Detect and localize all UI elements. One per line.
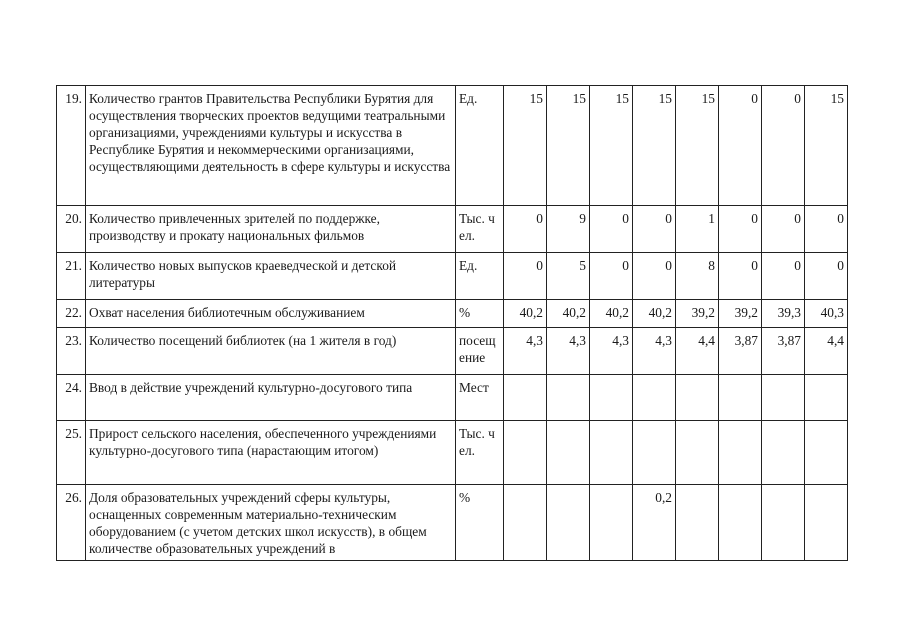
value-cell: 15 <box>633 86 676 206</box>
value-cell: 40,2 <box>633 300 676 328</box>
value-cell: 15 <box>504 86 547 206</box>
value-cell <box>805 485 848 561</box>
value-cell: 40,2 <box>504 300 547 328</box>
value-cell <box>676 375 719 421</box>
value-cell: 39,3 <box>762 300 805 328</box>
table-row <box>57 86 848 206</box>
unit-cell: посещение <box>456 328 504 375</box>
value-cell: 0 <box>590 206 633 253</box>
unit-cell: % <box>456 485 504 561</box>
indicator-name: Количество привлеченных зрителей по поддержке, производству и прокату национальных фильмов <box>86 206 456 253</box>
table-row <box>57 328 848 375</box>
indicator-name: Количество новых выпусков краеведческой и детской литературы <box>86 253 456 300</box>
table-row <box>57 375 848 421</box>
value-cell: 0 <box>719 86 762 206</box>
value-cell <box>547 485 590 561</box>
value-cell <box>504 375 547 421</box>
value-cell: 15 <box>676 86 719 206</box>
value-cell: 15 <box>590 86 633 206</box>
value-cell: 8 <box>676 253 719 300</box>
unit-cell: Тыс. чел. <box>456 206 504 253</box>
value-cell: 0,2 <box>633 485 676 561</box>
unit-cell: % <box>456 300 504 328</box>
value-cell: 0 <box>762 86 805 206</box>
indicator-name: Охват населения библиотечным обслуживанием <box>86 300 456 328</box>
value-cell: 40,2 <box>547 300 590 328</box>
table-row <box>57 485 848 561</box>
value-cell <box>719 421 762 485</box>
row-number: 25. <box>57 421 86 485</box>
value-cell: 4,3 <box>547 328 590 375</box>
value-cell: 39,2 <box>719 300 762 328</box>
value-cell: 0 <box>633 206 676 253</box>
indicator-name: Количество посещений библиотек (на 1 жителя в год) <box>86 328 456 375</box>
value-cell: 0 <box>762 253 805 300</box>
value-cell <box>633 375 676 421</box>
value-cell <box>590 375 633 421</box>
table-row <box>57 300 848 328</box>
value-cell: 0 <box>719 253 762 300</box>
indicator-name: Прирост сельского населения, обеспеченного учреждениями культурно-досугового типа (нарастающим итогом) <box>86 421 456 485</box>
value-cell: 40,2 <box>590 300 633 328</box>
value-cell <box>590 485 633 561</box>
value-cell <box>676 485 719 561</box>
value-cell <box>719 485 762 561</box>
value-cell <box>762 375 805 421</box>
table-body <box>57 86 848 561</box>
row-number: 22. <box>57 300 86 328</box>
value-cell: 3,87 <box>762 328 805 375</box>
indicator-name: Ввод в действие учреждений культурно-досугового типа <box>86 375 456 421</box>
value-cell: 4,4 <box>805 328 848 375</box>
value-cell: 0 <box>633 253 676 300</box>
value-cell: 0 <box>805 206 848 253</box>
row-number: 24. <box>57 375 86 421</box>
value-cell <box>719 375 762 421</box>
row-number: 20. <box>57 206 86 253</box>
value-cell: 4,3 <box>504 328 547 375</box>
value-cell <box>676 421 719 485</box>
value-cell <box>547 375 590 421</box>
unit-cell: Ед. <box>456 253 504 300</box>
indicators-table <box>56 85 848 561</box>
value-cell: 4,3 <box>633 328 676 375</box>
value-cell <box>590 421 633 485</box>
value-cell: 0 <box>762 206 805 253</box>
value-cell <box>805 421 848 485</box>
value-cell <box>762 485 805 561</box>
indicator-name: Доля образовательных учреждений сферы культуры, оснащенных современным материально-техническим оборудованием (с учетом детских школ искусств), в общем количестве образовательных учреждений в <box>86 485 456 561</box>
unit-cell: Тыс. чел. <box>456 421 504 485</box>
unit-cell: Ед. <box>456 86 504 206</box>
value-cell <box>805 375 848 421</box>
table-row <box>57 206 848 253</box>
value-cell: 0 <box>805 253 848 300</box>
value-cell: 15 <box>805 86 848 206</box>
row-number: 19. <box>57 86 86 206</box>
table-row <box>57 253 848 300</box>
row-number: 26. <box>57 485 86 561</box>
value-cell: 15 <box>547 86 590 206</box>
row-number: 23. <box>57 328 86 375</box>
value-cell: 4,4 <box>676 328 719 375</box>
table-row <box>57 421 848 485</box>
value-cell <box>633 421 676 485</box>
value-cell: 9 <box>547 206 590 253</box>
indicator-name: Количество грантов Правительства Республики Бурятия для осуществления творческих проектов ведущими театральными организациями, учреждениями культуры и искусства в Республике Бурятия и некоммерческими организациями, осуществляющими деятельность в сфере культуры и искусства <box>86 86 456 206</box>
unit-cell: Мест <box>456 375 504 421</box>
row-number: 21. <box>57 253 86 300</box>
value-cell <box>547 421 590 485</box>
value-cell <box>504 421 547 485</box>
value-cell: 40,3 <box>805 300 848 328</box>
value-cell: 0 <box>719 206 762 253</box>
value-cell: 5 <box>547 253 590 300</box>
value-cell: 3,87 <box>719 328 762 375</box>
value-cell: 0 <box>504 206 547 253</box>
value-cell: 39,2 <box>676 300 719 328</box>
value-cell: 1 <box>676 206 719 253</box>
value-cell: 0 <box>590 253 633 300</box>
value-cell: 4,3 <box>590 328 633 375</box>
value-cell <box>762 421 805 485</box>
value-cell <box>504 485 547 561</box>
value-cell: 0 <box>504 253 547 300</box>
